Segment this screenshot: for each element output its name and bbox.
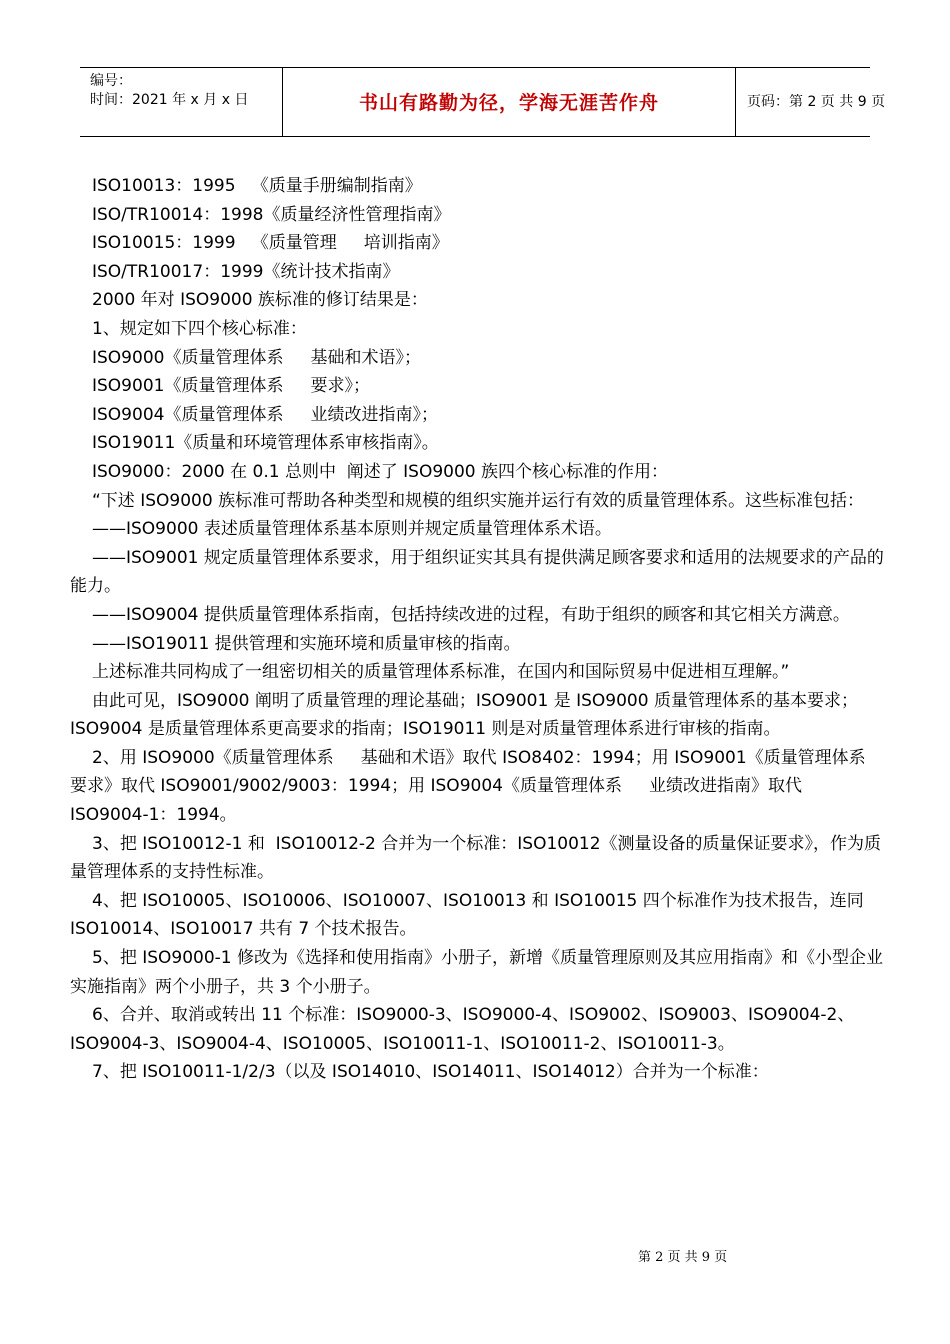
- standard-line-iso-tr10017: ISO/TR10017：1999《统计技术指南》: [92, 261, 400, 282]
- quote-item-iso9000: ——ISO9000 表述质量管理体系基本原则并规定质量管理体系术语。: [92, 519, 612, 540]
- header-left-cell: [80, 68, 282, 136]
- item-2-replacements: 2、用 ISO9000《质量管理体系 基础和术语》取代 ISO8402：1994；用 ISO9001《质量管理体系 要求》取代 ISO9001/9002/9003：1994；用 ISO9004《质量管理体系 业绩改进指南》取代 ISO9004-1：1994。: [70, 747, 893, 826]
- document-body: [70, 172, 893, 1087]
- item-5-brochures: 5、把 ISO9000-1 修改为《选择和使用指南》小册子，新增《质量管理原则及其应用指南》和《小型企业实施指南》两个小册子，共 3 个小册子。: [70, 948, 884, 997]
- summary-paragraph: 由此可见，ISO9000 阐明了质量管理的理论基础；ISO9001 是 ISO9000 质量管理体系的基本要求；ISO9004 是质量管理体系更高要求的指南；ISO19011 则是对质量管理体系进行审核的指南。: [70, 690, 858, 740]
- quote-closing-paragraph: 上述标准共同构成了一组密切相关的质量管理体系标准，在国内和国际贸易中促进相互理解。”: [92, 662, 790, 683]
- header-right-cell: [735, 68, 886, 136]
- header-page-code: 页码：第 2 页 共 9 页: [747, 94, 886, 110]
- standard-line-iso10013: ISO10013：1995 《质量手册编制指南》: [92, 176, 422, 196]
- standard-line-iso-tr10014: ISO/TR10014：1998《质量经济性管理指南》: [92, 204, 451, 225]
- standard-line-iso10015: ISO10015：1999 《质量管理 培训指南》: [92, 233, 449, 254]
- header-center-cell: [282, 68, 736, 136]
- item-6-merged-standards: 6、合并、取消或转出 11 个标准：ISO9000-3、ISO9000-4、ISO9002、ISO9003、ISO9004-2、ISO9004-3、ISO9004-4、ISO10005、ISO10011-1、ISO10011-2、ISO10011-3。: [70, 1005, 855, 1054]
- document-number-label: 编号：: [90, 73, 132, 89]
- page-header: [80, 67, 886, 137]
- quote-item-iso9004: ——ISO9004 提供质量管理体系指南，包括持续改进的过程，有助于组织的顾客和其它相关方满意。: [92, 604, 850, 625]
- item-1-core-standards: 1、规定如下四个核心标准：: [92, 318, 307, 339]
- quote-item-iso9001: ——ISO9001 规定质量管理体系要求，用于组织证实其具有提供满足顾客要求和适用的法规要求的产品的能力。: [70, 547, 884, 597]
- page-footer: 第 2 页 共 9 页: [638, 1250, 728, 1265]
- core-standard-iso9001: ISO9001《质量管理体系 要求》；: [92, 376, 370, 397]
- core-standard-iso19011: ISO19011《质量和环境管理体系审核指南》。: [92, 433, 439, 454]
- core-standard-iso9004: ISO9004《质量管理体系 业绩改进指南》；: [92, 404, 438, 425]
- general-clause-paragraph: ISO9000：2000 在 0.1 总则中 阐述了 ISO9000 族四个核心标准的作用：: [92, 461, 669, 482]
- quote-item-iso19011: ——ISO19011 提供管理和实施环境和质量审核的指南。: [92, 633, 521, 654]
- item-7-audit-standard-merge: 7、把 ISO10011-1/2/3（以及 ISO14010、ISO14011、ISO14012）合并为一个标准：: [92, 1062, 769, 1083]
- document-date-label: 时间：2021 年 x 月 x 日: [90, 92, 249, 108]
- item-3-iso10012-merge: 3、把 ISO10012-1 和 ISO10012-2 合并为一个标准：ISO10012《测量设备的质量保证要求》，作为质量管理体系的支持性标准。: [70, 833, 882, 883]
- item-4-technical-reports: 4、把 ISO10005、ISO10006、ISO10007、ISO10013 和 ISO10015 四个标准作为技术报告，连同 ISO10014、ISO10017 共有 7 个技术报告。: [70, 890, 870, 940]
- header-motto: 书山有路勤为径，学海无涯苦作舟: [358, 92, 659, 114]
- revision-results-intro: 2000 年对 ISO9000 族标准的修订结果是：: [92, 290, 428, 311]
- quote-opening-paragraph: “下述 ISO9000 族标准可帮助各种类型和规模的组织实施并运行有效的质量管理体系。这些标准包括：: [92, 490, 865, 511]
- core-standard-iso9000: ISO9000《质量管理体系 基础和术语》；: [92, 347, 421, 368]
